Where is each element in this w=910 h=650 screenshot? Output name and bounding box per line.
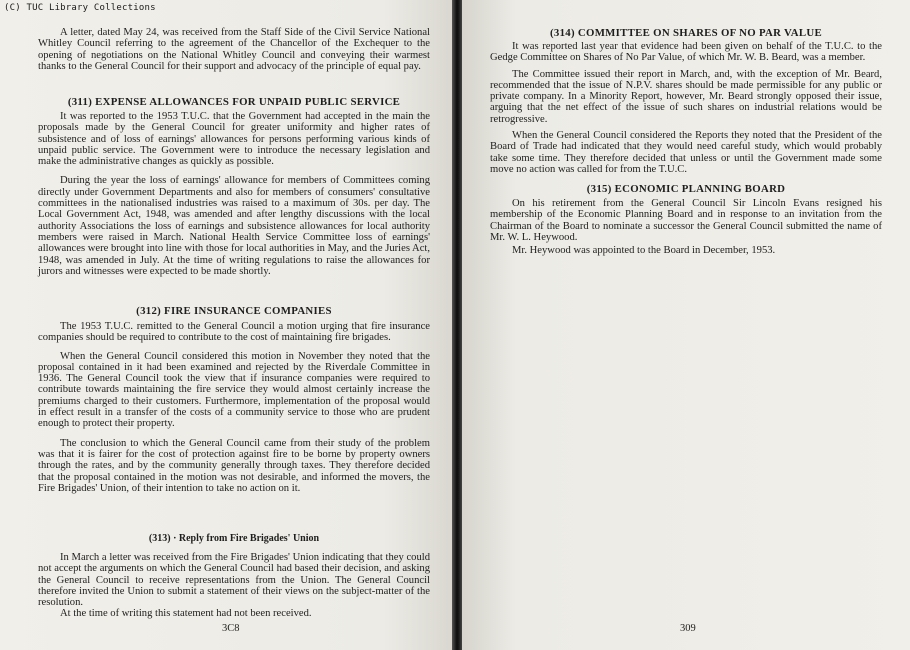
- section-311-paragraph-1: It was reported to the 1953 T.U.C. that the Government had accepted in the main the proposals made by the General Council for greater uniformity and higher rates of subsistence and of loss of earnings' allowances for persons performing various kinds of unpaid public service. The Government were to introduce the necessary legislation and make the administrative changes as quickly as possible.: [38, 111, 430, 168]
- section-311-heading: (311) EXPENSE ALLOWANCES FOR UNPAID PUBLIC SERVICE: [67, 96, 401, 108]
- page-number-left: 3C8: [222, 623, 240, 634]
- section-314-paragraph-1: It was reported last year that evidence had been given on behalf of the T.U.C. to the Gedge Committee on Shares of No Par Value, of which Mr. W. B. Beard, was a member.: [490, 41, 882, 64]
- right-page: [462, 0, 910, 650]
- section-314-paragraph-2: The Committee issued their report in March, and, with the exception of Mr. Beard, recommended that the issue of N.P.V. shares should be made permissible for any public or private company. In a Minority Report, however, Mr. Beard strongly opposed their issue, arguing that the net effect of the issue of such shares on industrial relations would be retrogressive.: [490, 68, 882, 125]
- section-312-paragraph-1: The 1953 T.U.C. remitted to the General Council a motion urging that fire insurance companies should be required to contribute to the cost of maintaining fire brigades.: [38, 321, 430, 344]
- section-315-heading: (315) ECONOMIC PLANNING BOARD: [586, 183, 786, 195]
- page-number-right: 309: [680, 623, 696, 634]
- left-page: [0, 0, 452, 650]
- section-315: [490, 183, 882, 256]
- section-313: [38, 533, 430, 620]
- section-315-paragraph-2: Mr. Heywood was appointed to the Board in December, 1953.: [512, 245, 776, 257]
- section-312-paragraph-2: When the General Council considered this motion in November they noted that the proposal contained in it had been examined and rejected by the Riverdale Committee in 1936. The General Council took the view that if insurance companies were required to contribute towards maintaining the fire service they would almost certainly increase the premiums charged to their customers. Furthermore, implementation of the proposal would in effect result in a transfer of the costs of a community service to those who are prudent enough to protect their property.: [38, 350, 430, 430]
- section-314: [490, 27, 882, 175]
- section-315-paragraph-1: On his retirement from the General Council Sir Lincoln Evans resigned his membership of the Economic Planning Board and in response to an invitation from the Chairman of the Board to nominate a successor the General Council submitted the name of Mr. W. L. Heywood.: [490, 198, 882, 243]
- section-314-paragraph-3: When the General Council considered the Reports they noted that the President of the Board of Trade had indicated that they would need careful study, which would probably take some time. They therefore decided that unless or until the Government made some move no action was called for from the T.U.C.: [490, 130, 882, 175]
- section-312-heading: (312) FIRE INSURANCE COMPANIES: [136, 305, 332, 317]
- section-311: [38, 96, 430, 277]
- section-312-paragraph-3: The conclusion to which the General Council came from their study of the problem was that it is fairer for the cost of protection against fire to be borne by property owners through the rates, and by the community generally through taxes. They therefore decided that the proposal contained in the motion was not desirable, and informed the movers, the Fire Brigades' Union, of their intention to take no action on it.: [38, 437, 430, 494]
- intro-paragraph-block: [38, 27, 430, 72]
- book-gutter: [452, 0, 462, 650]
- watermark-text: (C) TUC Library Collections: [4, 3, 156, 13]
- section-312: [38, 305, 430, 494]
- intro-paragraph: A letter, dated May 24, was received from the Staff Side of the Civil Service National Whitley Council referring to the agreement of the Chancellor of the Exchequer to the opening of negotiations on the National Whitley Council and conveying their warmest thanks to the General Council for their support and advocacy of the principle of equal pay.: [38, 27, 430, 72]
- section-313-paragraph-1: In March a letter was received from the Fire Brigades' Union indicating that they could not accept the arguments on which the General Council had based their decision, and asking the General Council to receive representations from the Union. The General Council therefore invited the Union to submit a statement of their views on the subject-matter of the resolution.: [38, 552, 430, 609]
- section-311-paragraph-2: During the year the loss of earnings' allowance for members of Committees coming directly under Government Departments and also for members of consumers' consultative committees in the nationalised industries was raised to a maximum of 30s. per day. The Local Government Act, 1948, was amended and after lengthy discussions with the local authority Associations the loss of earnings and subsistence allowances for local authority members were raised in March. National Health Service Committee loss of earnings' allowances were brought into line with those for local authorities in May, and the Juries Act, 1948, was amended in July. At the time of writing regulations to raise the allowances for jurors and witnesses were expected to be made shortly.: [38, 175, 430, 277]
- section-313-paragraph-2: At the time of writing this statement had not been received.: [60, 608, 312, 620]
- section-314-heading: (314) COMMITTEE ON SHARES OF NO PAR VALUE: [550, 27, 822, 39]
- section-313-heading: (313) · Reply from Fire Brigades' Union: [148, 533, 320, 544]
